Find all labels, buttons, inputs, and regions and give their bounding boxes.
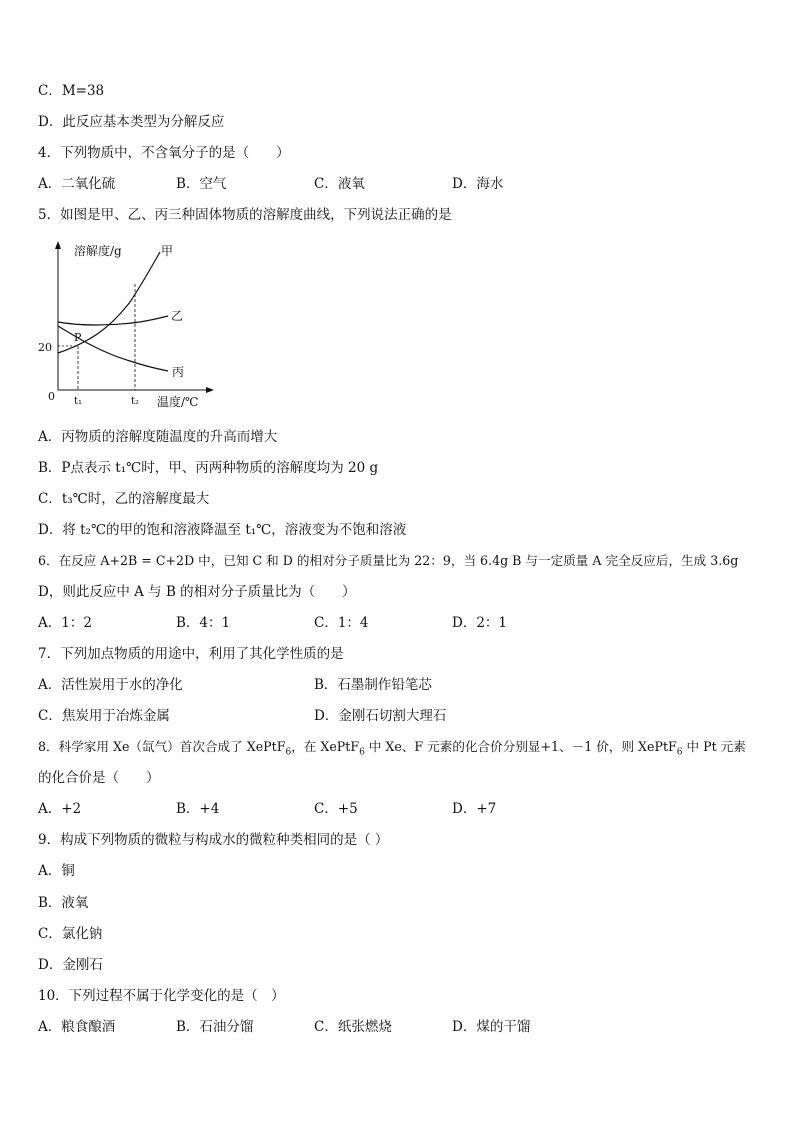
q6-stem-line1: 6．在反应 A+2B = C+2D 中，已知 C 和 D 的相对分子质量比为 22：9，当 6.4g B 与一定质量 A 完全反应后，生成 3.6g: [38, 553, 739, 568]
q4-option-d: D．海水: [452, 176, 504, 192]
q4-option-a: A．二氧化硫: [38, 176, 116, 192]
q8-option-d: D．+7: [452, 801, 497, 817]
q5-option-b: B．P点表示 t₁℃时，甲、丙两种物质的溶解度均为 20 g: [38, 460, 379, 476]
q6-option-d: D．2：1: [452, 615, 508, 631]
point-p-label: P: [74, 331, 82, 344]
q10-stem: 10．下列过程不属于化学变化的是（ ）: [38, 988, 285, 1004]
q9-option-d: D．金刚石: [38, 957, 103, 973]
q5-option-d: D．将 t₂℃的甲的饱和溶液降温至 t₁℃，溶液变为不饱和溶液: [38, 522, 407, 538]
q10-option-b: B．石油分馏: [176, 1019, 254, 1035]
y-axis-label: 溶解度/g: [74, 244, 122, 258]
q4-option-b: B．空气: [176, 176, 227, 192]
x-axis-arrow: [206, 387, 214, 393]
q10-option-c: C．纸张燃烧: [314, 1019, 392, 1035]
q9-stem: 9．构成下列物质的微粒与构成水的微粒种类相同的是（ ）: [38, 832, 389, 848]
q4-stem: 4．下列物质中，不含氧分子的是（ ）: [38, 145, 290, 161]
q6-stem-line2: D，则此反应中 A 与 B 的相对分子质量比为（ ）: [38, 584, 356, 600]
q9-option-b: B．液氧: [38, 895, 89, 911]
y-axis-arrow: [55, 241, 61, 249]
q8-option-a: A．+2: [38, 801, 82, 817]
q5-stem: 5．如图是甲、乙、丙三种固体物质的溶解度曲线，下列说法正确的是: [38, 207, 452, 223]
q3-option-c: C．M=38: [38, 83, 105, 99]
q7-option-d: D．金刚石切割大理石: [314, 708, 447, 724]
q4-option-c: C．液氧: [314, 176, 365, 192]
q3-option-d: D．此反应基本类型为分解反应: [38, 114, 225, 130]
q10-option-d: D．煤的干馏: [452, 1019, 531, 1035]
q8-stem-line1: 8．科学家用 Xe（氙气）首次合成了 XePtF$_6$，在 XePtF$_6$ 中 Xe、F 元素的化合价分别显+1、－1 价，则 XePtF$_6$ 中 Pt 元素: [38, 739, 746, 758]
q6-option-b: B．4：1: [176, 615, 231, 631]
x-tick-t2: t₂: [131, 396, 140, 407]
q8-option-c: C．+5: [314, 801, 358, 817]
q9-option-a: A．铜: [38, 863, 75, 879]
q8-stem-line2: 的化合价是（ ）: [38, 770, 160, 786]
q6-option-a: A．1：2: [38, 615, 92, 631]
q9-option-c: C．氯化钠: [38, 926, 103, 942]
q5-option-a: A．丙物质的溶解度随温度的升高而增大: [38, 429, 278, 445]
q8-option-b: B．+4: [176, 801, 220, 817]
solubility-curve-chart: [30, 238, 220, 416]
x-tick-t1: t₁: [74, 396, 83, 407]
y-tick-20: 20: [38, 341, 52, 354]
series-label-yi: 乙: [171, 309, 184, 323]
series-label-bing: 丙: [172, 365, 185, 379]
origin-label: 0: [48, 390, 55, 403]
series-label-jia: 甲: [161, 244, 174, 258]
x-axis-label: 温度/℃: [157, 395, 199, 409]
q7-option-b: B．石墨制作铅笔芯: [314, 677, 432, 693]
q10-option-a: A．粮食酿酒: [38, 1019, 116, 1035]
q6-option-c: C．1：4: [314, 615, 369, 631]
q7-option-a: A．活性炭用于水的净化: [38, 677, 183, 693]
q7-option-c: C．焦炭用于冶炼金属: [38, 708, 170, 724]
q7-stem: 7．下列加点物质的用途中，利用了其化学性质的是: [38, 646, 344, 662]
q5-option-c: C．t₃℃时，乙的溶解度最大: [38, 491, 210, 507]
